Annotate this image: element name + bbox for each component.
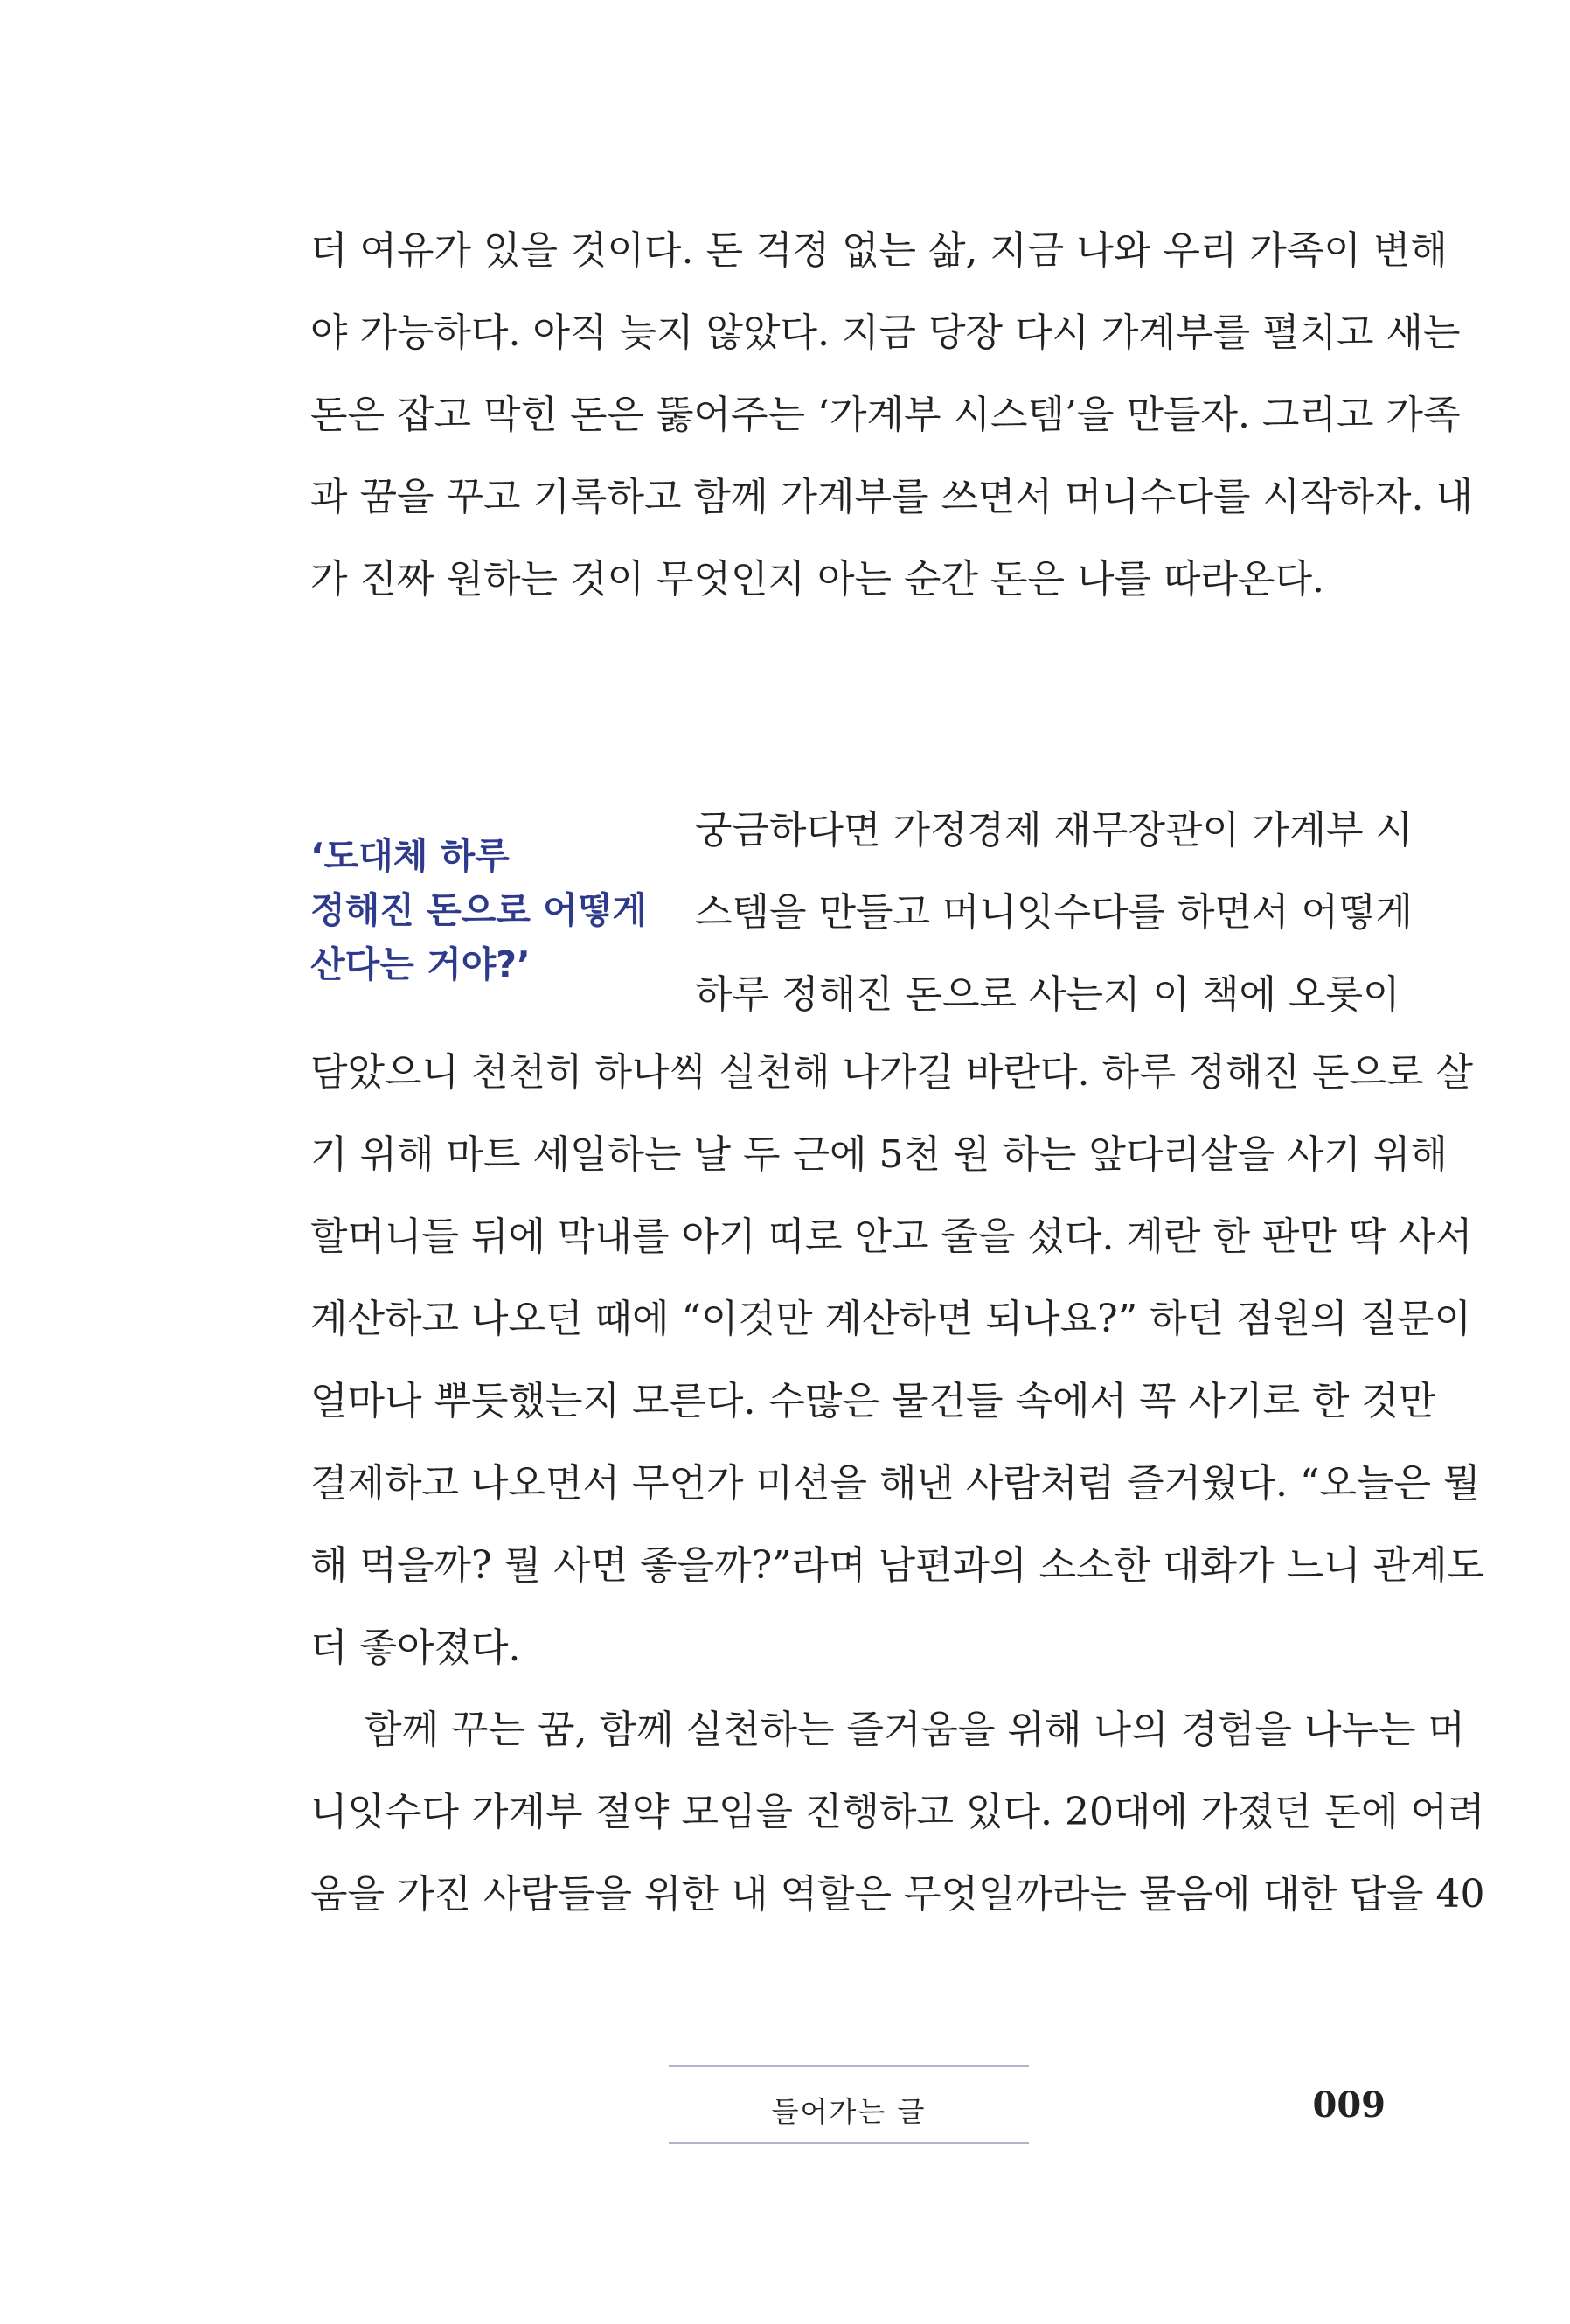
body-text-line: 할머니들 뒤에 막내를 아기 띠로 안고 줄을 섰다. 계란 한 판만 딱 사서	[310, 1214, 1473, 1259]
pull-quote-line: ‘도대체 하루	[310, 835, 510, 877]
body-text-line: 더 좋아졌다.	[310, 1625, 521, 1670]
body-text-line: 움을 가진 사람들을 위한 내 역할은 무엇일까라는 물음에 대한 답을 40	[310, 1872, 1485, 1917]
body-text-line: 얼마나 뿌듯했는지 모른다. 수많은 물건들 속에서 꼭 사기로 한 것만	[310, 1379, 1436, 1423]
body-text-line: 더 여유가 있을 것이다. 돈 걱정 없는 삶, 지금 나와 우리 가족이 변해	[310, 228, 1448, 273]
body-text-line: 함께 꾸는 꿈, 함께 실천하는 즐거움을 위해 나의 경험을 나누는 머	[365, 1708, 1465, 1752]
pull-quote-line: 정해진 돈으로 어떻게	[310, 889, 648, 931]
chapter-title: 들어가는 글	[771, 2095, 927, 2128]
body-text-line: 결제하고 나오면서 무언가 미션을 해낸 사람처럼 즐거웠다. “오늘은 뭘	[310, 1461, 1481, 1506]
body-text-line: 돈은 잡고 막힌 돈은 뚫어주는 ‘가계부 시스템’을 만들자. 그리고 가족	[310, 393, 1461, 437]
body-text-line: 계산하고 나오던 때에 “이것만 계산하면 되나요?” 하던 점원의 질문이	[310, 1297, 1472, 1341]
body-text-line: 야 가능하다. 아직 늦지 않았다. 지금 당장 다시 가계부를 펼치고 새는	[310, 310, 1461, 355]
body-text-line: 과 꿈을 꾸고 기록하고 함께 가계부를 쓰면서 머니수다를 시작하자. 내	[310, 475, 1473, 519]
body-text-line: 궁금하다면 가정경제 재무장관이 가계부 시	[695, 808, 1414, 852]
body-text-line: 가 진짜 원하는 것이 무엇인지 아는 순간 돈은 나를 따라온다.	[310, 557, 1324, 602]
body-text-line: 해 먹을까? 뭘 사면 좋을까?”라며 남편과의 소소한 대화가 느니 관계도	[310, 1543, 1485, 1588]
body-text-line: 스템을 만들고 머니잇수다를 하면서 어떻게	[695, 890, 1414, 935]
body-text-line: 기 위해 마트 세일하는 날 두 근에 5천 원 하는 앞다리살을 사기 위해	[310, 1132, 1448, 1177]
footer-rule-bottom	[669, 2142, 1029, 2144]
pull-quote	[310, 829, 677, 992]
page-number: 009	[1312, 2084, 1386, 2126]
body-text-line: 하루 정해진 돈으로 사는지 이 책에 오롯이	[695, 972, 1400, 1017]
pull-quote-line: 산다는 거야?’	[310, 943, 531, 985]
body-text-line: 니잇수다 가계부 절약 모임을 진행하고 있다. 20대에 가졌던 돈에 어려	[310, 1790, 1485, 1834]
footer-rule-top	[669, 2065, 1029, 2067]
body-text-line: 담았으니 천천히 하나씩 실천해 나가길 바란다. 하루 정해진 돈으로 살	[310, 1050, 1473, 1095]
